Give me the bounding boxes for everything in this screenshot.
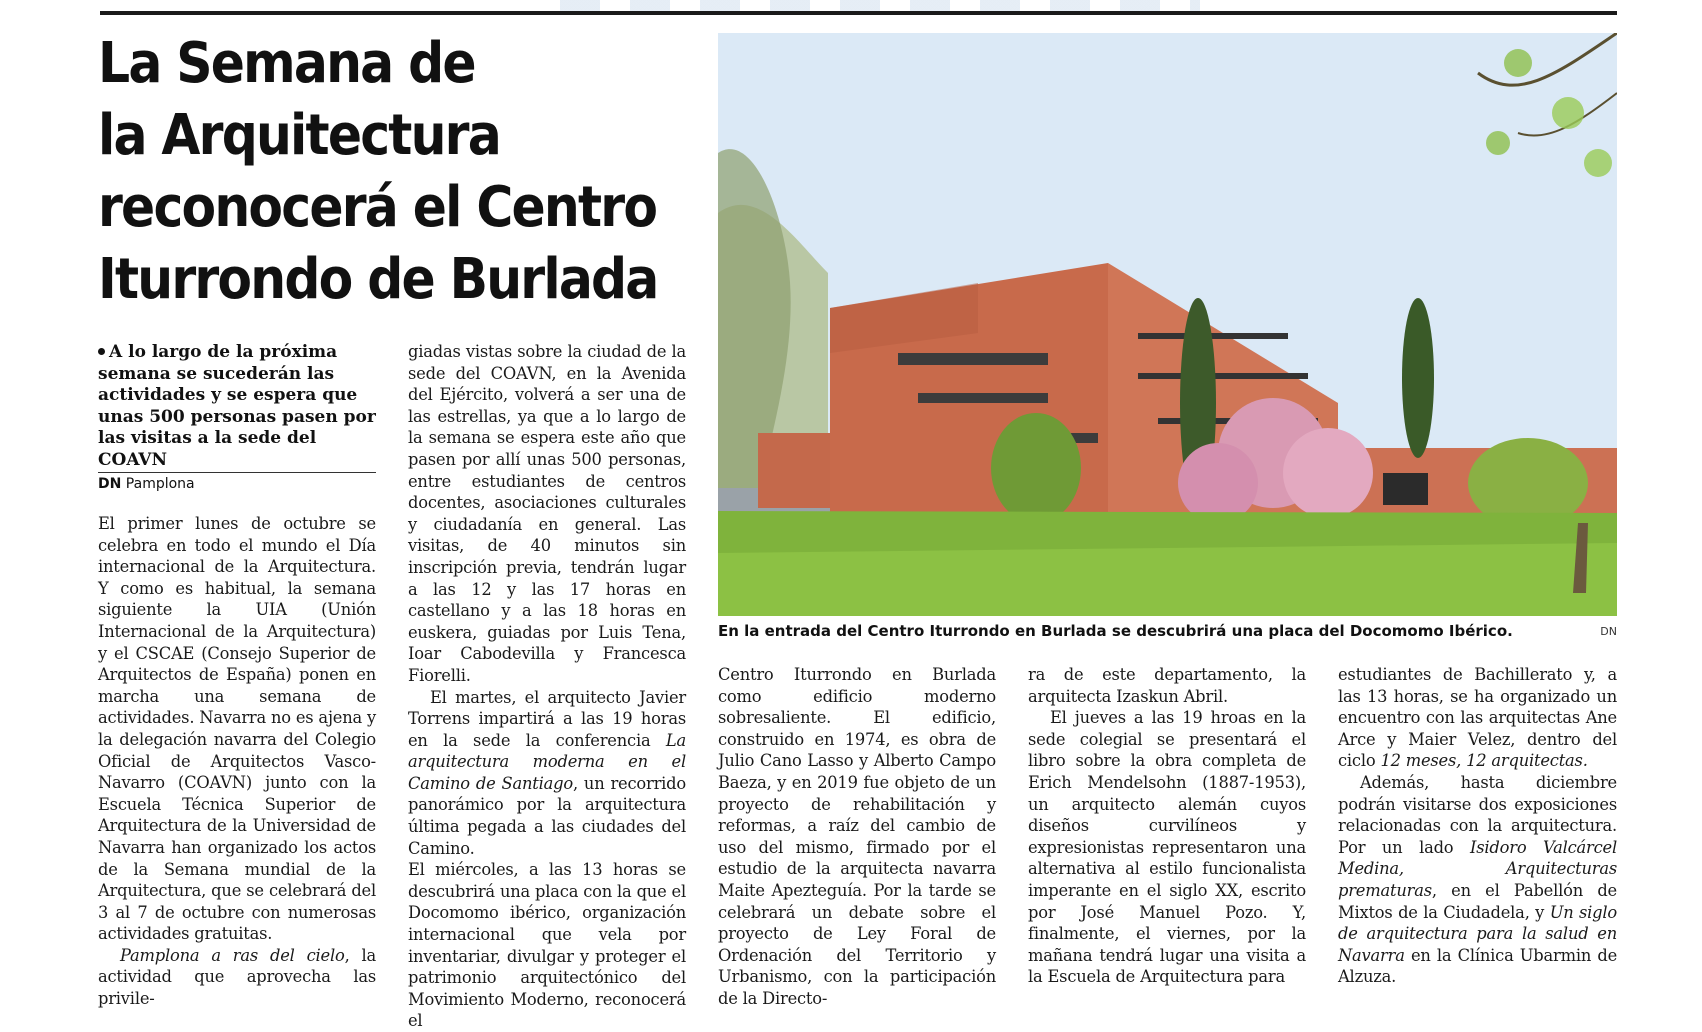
body-column-2 bbox=[408, 341, 686, 1032]
byline-location: Pamplona bbox=[125, 476, 195, 492]
headline-line-4: Iturrondo de Burlada bbox=[98, 247, 658, 312]
top-rule bbox=[100, 11, 1617, 15]
paragraph: estudiantes de Bachillerato y, a las 13 horas, se ha organizado un encuentro con las arquitectas Ane Arce y Maier Velez, dentro del ciclo 12 meses, 12 arquitectas. bbox=[1338, 665, 1617, 771]
paragraph: ra de este departamento, la arquitecta Izaskun Abril. bbox=[1028, 665, 1306, 706]
italic-title: 12 meses, 12 arquitectas. bbox=[1380, 751, 1588, 771]
photo-credit: DN bbox=[1600, 625, 1617, 638]
byline-rule bbox=[98, 472, 376, 473]
paragraph: El martes, el arquitecto Javier Torrens impartirá a las 19 horas en la sede la conferencia La arquitectura moderna en el Camino de Santiago, un recorrido panorámico por la arquitectura última pegada a las ciudades del Camino. bbox=[408, 687, 686, 858]
lede-text: A lo largo de la próxima semana se sucederán las actividades y se espera que unas 500 personas pasen por las visitas a la sede del COAVN bbox=[98, 342, 376, 470]
italic-title: Isidoro Valcárcel Medina, Arquitecturas prematuras bbox=[1338, 837, 1617, 900]
paragraph: Pamplona a ras del cielo, la actividad que aprovecha las privile- bbox=[98, 945, 376, 1009]
paragraph: El jueves a las 19 hroas en la sede colegial se presentará el libro sobre la obra completa de Erich Mendelsohn (1887-1953), un arquitecto alemán cuyos diseños curvilíneos y expresionistas representaron una alternativa al estilo funcionalista imperante en el siglo XX, escrito por José Manuel Pozo. Y, finalmente, el viernes, por la mañana tendrá lugar una visita a la Escuela de Arquitectura para bbox=[1028, 708, 1306, 987]
paragraph: El miércoles, a las 13 horas se descubrirá una placa con la que el Docomomo ibérico, organización internacional que vela por inventariar, divulgar y proteger el patrimonio arquitectónico del Movimiento Moderno, reconocerá el bbox=[408, 860, 686, 1031]
body-column-5 bbox=[1338, 664, 1617, 988]
photo-caption: En la entrada del Centro Iturrondo en Burlada se descubrirá una placa del Docomomo Ibérico. bbox=[718, 622, 1513, 640]
headline bbox=[98, 28, 658, 316]
paragraph: Además, hasta diciembre podrán visitarse dos exposiciones relacionadas con la arquitectura. Por un lado Isidoro Valcárcel Medina, Arquitecturas prematuras, en el Pabellón de Mixtos de la Ciudadela, y Un siglo de arquitectura para la salud en Navarra en la Clínica Ubarmin de Alzuza. bbox=[1338, 772, 1617, 987]
body-column-4 bbox=[1028, 664, 1306, 988]
bullet-icon bbox=[98, 348, 105, 355]
italic-title: Pamplona a ras del cielo bbox=[120, 945, 345, 965]
headline-line-1: La Semana de bbox=[98, 31, 475, 96]
lede bbox=[98, 342, 386, 471]
previous-article-fragment bbox=[560, 0, 1200, 11]
body-column-1 bbox=[98, 513, 376, 1010]
paragraph: El primer lunes de octubre se celebra en todo el mundo el Día internacional de la Arquitectura. Y como es habitual, la semana siguiente la UIA (Unión Internacional de la Arquitectura) y el CSCAE (Consejo Superior de Arquitectos de España) ponen en marcha una semana de actividades. Navarra no es ajena y la delegación navarra del Colegio Oficial de Arquitectos Vasco-Navarro (COAVN) junto con la Escuela Técnica Superior de Arquitectura de la Universidad de Navarra han organizado los actos de la Semana mundial de la Arquitectura, que se celebrará del 3 al 7 de octubre con numerosas actividades gratuitas. bbox=[98, 514, 376, 944]
headline-line-3: reconocerá el Centro bbox=[98, 175, 657, 240]
centro-iturrondo-illustration bbox=[718, 33, 1617, 616]
headline-line-2: la Arquitectura bbox=[98, 103, 500, 168]
body-column-3 bbox=[718, 664, 996, 1010]
building-photo bbox=[718, 33, 1617, 616]
byline-agency: DN bbox=[98, 476, 122, 492]
italic-title: Un siglo de arquitectura para la salud en Navarra bbox=[1338, 902, 1617, 965]
byline bbox=[98, 476, 195, 492]
paragraph: Centro Iturrondo en Burlada como edificio moderno sobresaliente. El edificio, construido en 1974, es obra de Julio Cano Lasso y Alberto Campo Baeza, y en 2019 fue objeto de un proyecto de rehabilitación y reformas, a raíz del cambio de uso del mismo, firmado por el estudio de la arquitecta navarra Maite Apezteguía. Por la tarde se celebrará un debate sobre el proyecto de Ley Foral de Ordenación del Territorio y Urbanismo, con la participación de la Directo- bbox=[718, 665, 996, 1008]
paragraph: giadas vistas sobre la ciudad de la sede del COAVN, en la Avenida del Ejército, volverá a ser una de las estrellas, ya que a lo largo de la semana se espera este año que pasen por allí unas 500 personas, entre estudiantes de centros docentes, asociaciones culturales y ciudadanía en general. Las visitas, de 40 minutos sin inscripción previa, tendrán lugar a las 12 y las 17 horas en castellano y a las 18 horas en euskera, guiadas por Luis Tena, Ioar Cabodevilla y Francesca Fiorelli. bbox=[408, 342, 686, 685]
italic-title: La arquitectura moderna en el Camino de Santiago bbox=[408, 730, 686, 793]
